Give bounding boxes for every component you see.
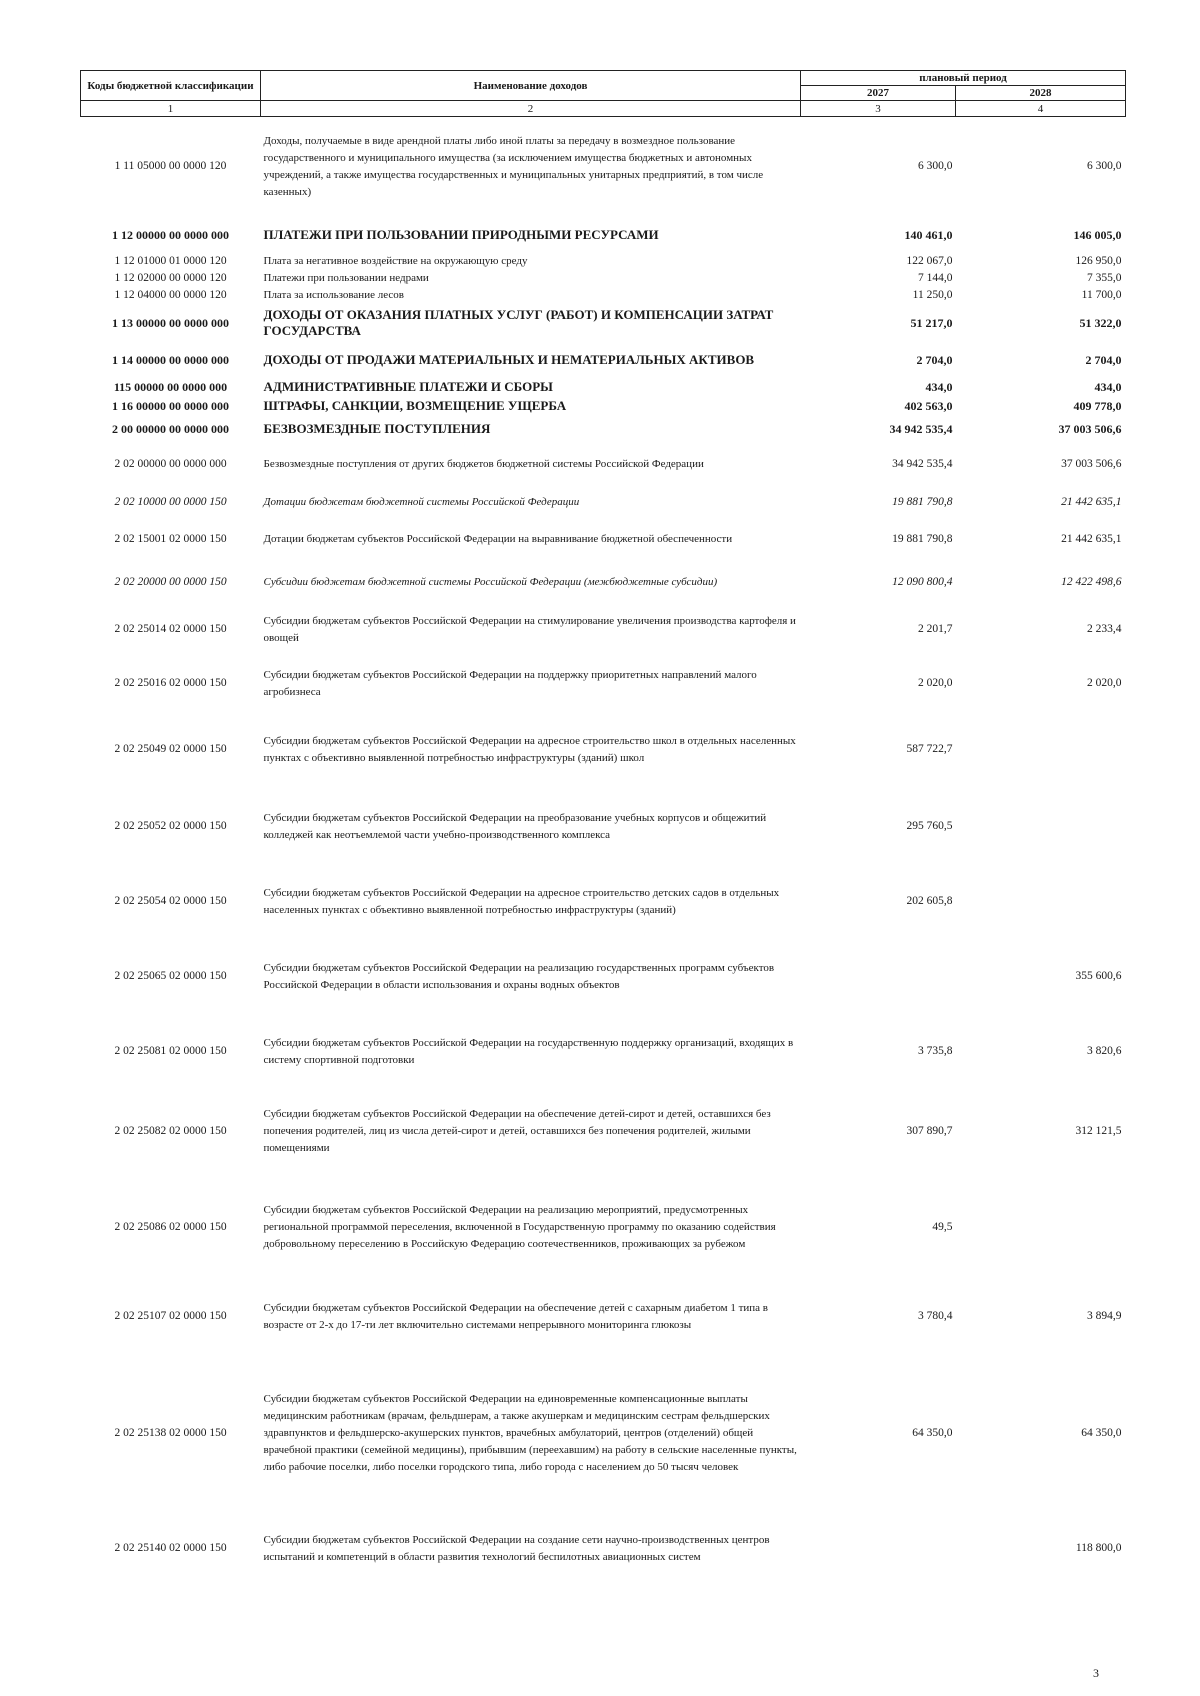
row-name: Безвозмездные поступления от других бюджетов бюджетной системы Российской Федерации — [263, 458, 704, 470]
row-value-2028: 37 003 506,6 — [1061, 458, 1122, 470]
row-name: Плата за негативное воздействие на окружающую среду — [263, 254, 528, 267]
row-name: Платежи при пользовании недрами — [263, 271, 429, 284]
row-value-2028: 3 894,9 — [1087, 1310, 1122, 1322]
row-value-2027 — [801, 1514, 956, 1584]
row-value-2028 — [956, 866, 1126, 938]
row-code: 2 02 25065 02 0000 150 — [114, 970, 227, 982]
header-name: Наименование доходов — [261, 71, 801, 101]
table-row — [81, 342, 1126, 378]
header-col-number: 4 — [956, 101, 1126, 117]
row-value-2027 — [801, 938, 956, 1016]
row-name: Субсидии бюджетам бюджетной системы Российской Федерации (межбюджетные субсидии) — [263, 576, 718, 588]
row-code: 2 02 25016 02 0000 150 — [114, 677, 227, 689]
row-code: 1 13 00000 00 0000 000 — [112, 315, 229, 330]
page-number: 3 — [1093, 1666, 1099, 1680]
row-name: Субсидии бюджетам субъектов Российской Федерации на стимулирование увеличения производства картофеля и овощей — [263, 614, 796, 644]
table-row — [81, 270, 1126, 287]
row-code: 115 00000 00 0000 000 — [113, 380, 228, 394]
row-value-2028: 7 355,0 — [1087, 271, 1122, 284]
table-row — [81, 1354, 1126, 1514]
row-value-2027: 2 020,0 — [918, 677, 953, 689]
row-value-2027: 6 300,0 — [918, 160, 953, 173]
row-name: Плата за использование лесов — [263, 288, 404, 301]
table-header — [81, 71, 1126, 117]
row-value-2028: 51 322,0 — [1079, 315, 1122, 330]
row-value-2027: 202 605,8 — [906, 895, 953, 907]
row-code: 2 02 25054 02 0000 150 — [114, 895, 227, 907]
row-code: 2 02 25052 02 0000 150 — [114, 820, 227, 832]
row-name: Субсидии бюджетам субъектов Российской Федерации на реализацию мероприятий, предусмотренных региональной программой переселения, включенной в Государственную программу по оказанию содействия добровольному переселению в Российскую Федерацию соотечественников, проживающих за рубежом — [263, 1204, 776, 1250]
row-value-2028: 434,0 — [1094, 380, 1122, 394]
table-row — [81, 488, 1126, 518]
row-code: 2 02 15001 02 0000 150 — [114, 533, 227, 545]
row-value-2028: 126 950,0 — [1075, 254, 1122, 267]
row-code: 2 02 20000 00 0000 150 — [114, 576, 227, 588]
row-value-2027: 295 760,5 — [906, 820, 953, 832]
row-value-2028: 2 020,0 — [1087, 677, 1122, 689]
row-value-2028: 146 005,0 — [1073, 227, 1122, 242]
row-name: Субсидии бюджетам субъектов Российской Федерации на государственную поддержку организаций, входящих в систему спортивной подготовки — [263, 1036, 794, 1066]
row-value-2027: 11 250,0 — [912, 288, 953, 301]
row-value-2027: 434,0 — [925, 380, 953, 394]
row-name: Субсидии бюджетам субъектов Российской Федерации на создание сети научно-производственных центров испытаний и компетенций в области развития технологий беспилотных авиационных систем — [263, 1533, 770, 1563]
row-name: Дотации бюджетам бюджетной системы Российской Федерации — [263, 496, 580, 508]
row-code: 2 02 25140 02 0000 150 — [114, 1542, 227, 1554]
table-row — [81, 397, 1126, 416]
row-value-2028: 312 121,5 — [1075, 1125, 1122, 1137]
table-body — [81, 117, 1126, 1584]
row-name: ДОХОДЫ ОТ ПРОДАЖИ МАТЕРИАЛЬНЫХ И НЕМАТЕРИАЛЬНЫХ АКТИВОВ — [263, 351, 755, 367]
row-value-2027: 34 942 535,4 — [889, 421, 953, 436]
row-value-2027: 3 780,4 — [918, 1310, 953, 1322]
row-name: Субсидии бюджетам субъектов Российской Федерации на преобразование учебных корпусов и общежитий колледжей как неотъемлемой части учебно-производственного комплекса — [263, 811, 767, 841]
header-col-number: 1 — [81, 101, 261, 117]
row-value-2027: 12 090 800,4 — [892, 576, 953, 588]
table-row — [81, 1176, 1126, 1280]
row-name: ДОХОДЫ ОТ ОКАЗАНИЯ ПЛАТНЫХ УСЛУГ (РАБОТ) И КОМПЕНСАЦИИ ЗАТРАТ ГОСУДАРСТВА — [263, 306, 774, 338]
row-value-2028: 355 600,6 — [1075, 970, 1122, 982]
table-row — [81, 416, 1126, 442]
table-row — [81, 253, 1126, 270]
row-code: 2 00 00000 00 0000 000 — [112, 421, 229, 436]
row-code: 1 14 00000 00 0000 000 — [112, 352, 229, 367]
row-value-2028: 21 442 635,1 — [1061, 533, 1122, 545]
revenue-table — [80, 70, 1126, 1584]
row-value-2027: 2 704,0 — [916, 352, 953, 367]
row-code: 2 02 25014 02 0000 150 — [114, 623, 227, 635]
row-value-2027: 19 881 790,8 — [892, 533, 953, 545]
table-row — [81, 217, 1126, 253]
row-name: Доходы, получаемые в виде арендной платы либо иной платы за передачу в возмездное пользование государственного и муниципального имущества (за исключением имущества бюджетных и автономных учреждений, а также имущества государственных и муниципальных унитарных предприятий, в том числе казенных) — [263, 134, 764, 198]
row-value-2027: 64 350,0 — [912, 1427, 953, 1439]
table-row — [81, 1088, 1126, 1176]
budget-revenue-table-page — [80, 70, 1125, 1584]
row-code: 2 02 00000 00 0000 000 — [114, 458, 227, 470]
row-name: АДМИНИСТРАТИВНЫЕ ПЛАТЕЖИ И СБОРЫ — [263, 379, 553, 394]
row-name: Субсидии бюджетам субъектов Российской Федерации на обеспечение детей с сахарным диабетом 1 типа в возрасте от 2-х до 17-ти лет включительно системами непрерывного мониторинга глюкозы — [263, 1301, 768, 1331]
row-code: 2 02 25138 02 0000 150 — [114, 1427, 227, 1439]
table-row — [81, 518, 1126, 562]
row-code: 1 12 01000 01 0000 120 — [114, 254, 227, 267]
row-name: Субсидии бюджетам субъектов Российской Федерации на поддержку приоритетных направлений малого агробизнеса — [263, 668, 757, 698]
row-value-2028: 2 233,4 — [1087, 623, 1122, 635]
row-name: ШТРАФЫ, САНКЦИИ, ВОЗМЕЩЕНИЕ УЩЕРБА — [263, 398, 567, 413]
row-code: 2 02 25107 02 0000 150 — [114, 1310, 227, 1322]
table-row — [81, 1514, 1126, 1584]
row-value-2028: 12 422 498,6 — [1061, 576, 1122, 588]
row-value-2028: 118 800,0 — [1075, 1542, 1122, 1554]
row-value-2027: 34 942 535,4 — [892, 458, 953, 470]
row-value-2028 — [956, 1176, 1126, 1280]
row-value-2028: 409 778,0 — [1073, 399, 1122, 413]
row-code: 2 02 25081 02 0000 150 — [114, 1045, 227, 1057]
row-name: Дотации бюджетам субъектов Российской Федерации на выравнивание бюджетной обеспеченности — [263, 533, 733, 545]
row-code: 1 11 05000 00 0000 120 — [114, 160, 227, 173]
row-value-2028 — [956, 712, 1126, 788]
table-row — [81, 712, 1126, 788]
row-value-2028: 21 442 635,1 — [1061, 496, 1122, 508]
row-value-2028: 6 300,0 — [1087, 160, 1122, 173]
row-code: 2 02 25086 02 0000 150 — [114, 1221, 227, 1233]
row-value-2027: 140 461,0 — [904, 227, 953, 242]
header-year-2027: 2027 — [801, 86, 956, 101]
table-row — [81, 938, 1126, 1016]
header-year-2028: 2028 — [956, 86, 1126, 101]
table-row — [81, 604, 1126, 656]
row-name: Субсидии бюджетам субъектов Российской Федерации на адресное строительство школ в отдельных населенных пунктах с объективно выявленной потребностью инфраструктуры (зданий) школ — [263, 734, 796, 764]
row-value-2027: 7 144,0 — [918, 271, 953, 284]
row-name: Субсидии бюджетам субъектов Российской Федерации на адресное строительство детских садов в отдельных населенных пунктах с объективно выявленной потребностью инфраструктуры (зданий) — [263, 886, 780, 916]
row-name: Субсидии бюджетам субъектов Российской Федерации на обеспечение детей-сирот и детей, оставшихся без попечения родителей, лиц из числа детей-сирот и детей, оставшихся без попечения родителей, жилыми помещениями — [263, 1108, 771, 1154]
table-row — [81, 117, 1126, 217]
row-name: Субсидии бюджетам субъектов Российской Федерации на реализацию государственных программ субъектов Российской Федерации в области использования и охраны водных объектов — [263, 961, 775, 991]
row-value-2028: 2 704,0 — [1085, 352, 1122, 367]
row-value-2027: 19 881 790,8 — [892, 496, 953, 508]
table-row — [81, 287, 1126, 304]
row-value-2027: 122 067,0 — [906, 254, 953, 267]
row-value-2028: 37 003 506,6 — [1058, 421, 1122, 436]
table-row — [81, 562, 1126, 604]
table-row — [81, 304, 1126, 342]
row-name: ПЛАТЕЖИ ПРИ ПОЛЬЗОВАНИИ ПРИРОДНЫМИ РЕСУРСАМИ — [263, 226, 659, 242]
header-period: плановый период — [801, 71, 1126, 86]
row-value-2027: 49,5 — [932, 1221, 953, 1233]
header-col-number: 2 — [261, 101, 801, 117]
row-code: 2 02 25049 02 0000 150 — [114, 743, 227, 755]
row-code: 1 16 00000 00 0000 000 — [112, 399, 229, 413]
row-code: 1 12 04000 00 0000 120 — [114, 288, 227, 301]
row-value-2027: 51 217,0 — [910, 315, 953, 330]
header-col-number: 3 — [801, 101, 956, 117]
row-code: 2 02 10000 00 0000 150 — [114, 496, 227, 508]
row-value-2027: 587 722,7 — [906, 743, 953, 755]
table-row — [81, 866, 1126, 938]
row-name: БЕЗВОЗМЕЗДНЫЕ ПОСТУПЛЕНИЯ — [263, 420, 491, 436]
header-code: Коды бюджетной классификации — [81, 71, 261, 101]
table-row — [81, 656, 1126, 712]
row-value-2028: 11 700,0 — [1081, 288, 1122, 301]
row-value-2027: 3 735,8 — [918, 1045, 953, 1057]
row-value-2027: 2 201,7 — [918, 623, 953, 635]
row-name: Субсидии бюджетам субъектов Российской Федерации на единовременные компенсационные выплаты медицинским работникам (врачам, фельдшерам, а также акушеркам и медицинским сестрам фельдшерских здравпунктов и фельдшерско-акушерских пунктов, врачебных амбулаторий, центров (отделений) общей врачебной практики (семейной медицины), прибывшим (переехавшим) на работу в сельские населенные пункты, либо рабочие поселки, либо поселки городского типа, либо города с населением до 50 тысяч человек — [263, 1393, 797, 1473]
row-value-2027: 402 563,0 — [904, 399, 953, 413]
row-code: 2 02 25082 02 0000 150 — [114, 1125, 227, 1137]
table-row — [81, 442, 1126, 488]
table-row — [81, 378, 1126, 397]
row-value-2028: 64 350,0 — [1081, 1427, 1122, 1439]
table-row — [81, 788, 1126, 866]
table-row — [81, 1016, 1126, 1088]
table-row — [81, 1280, 1126, 1354]
row-value-2027: 307 890,7 — [906, 1125, 953, 1137]
row-code: 1 12 00000 00 0000 000 — [112, 227, 229, 242]
row-value-2028: 3 820,6 — [1087, 1045, 1122, 1057]
row-value-2028 — [956, 788, 1126, 866]
row-code: 1 12 02000 00 0000 120 — [114, 271, 227, 284]
